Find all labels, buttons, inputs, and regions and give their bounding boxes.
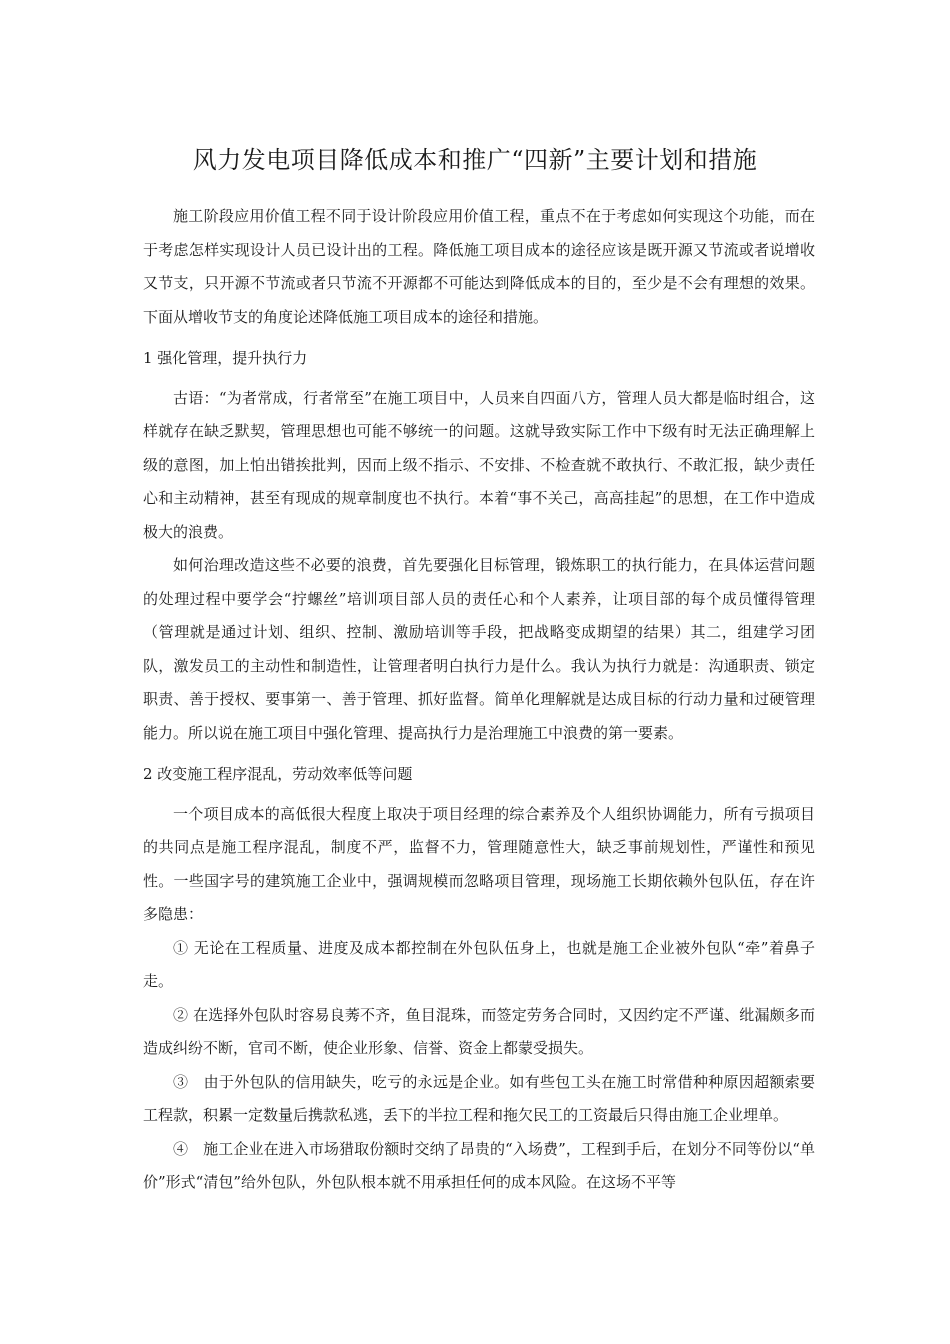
section1-paragraph-2: 如何治理改造这些不必要的浪费，首先要强化目标管理，锻炼职工的执行能力，在具体运营问题的处理过程中要学会“拧螺丝”培训项目部人员的责任心和个人素养，让项目部的每个成员懂得管理（管理就是通过计划、组织、控制、激励培训等手段，把战略变成期望的结果）其二，组建学习团队，激发员工的主动性和制造性，让管理者明白执行力是什么。我认为执行力就是：沟通职责、锁定职责、善于授权、要事第一、善于管理、抓好监督。简单化理解就是达成目标的行动力量和过硬管理能力。所以说在施工项目中强化管理、提高执行力是治理施工中浪费的第一要素。 — [143, 556, 815, 742]
intro-paragraph: 施工阶段应用价值工程不同于设计阶段应用价值工程，重点不在于考虑如何实现这个功能，而在于考虑怎样实现设计人员已设计出的工程。降低施工项目成本的途径应该是既开源又节流或者说增收又节支，只开源不节流或者只节流不开源都不可能达到降低成本的目的，至少是不会有理想的效果。下面从增收节支的角度论述降低施工项目成本的途径和措施。 — [143, 207, 815, 326]
list-item: ② 在选择外包队时容易良莠不齐，鱼目混珠，而签定劳务合同时，又因约定不严谨、纰漏颇多而造成纠纷不断，官司不断，使企业形象、信誉、资金上都蒙受损失。 — [143, 1005, 815, 1057]
section1-paragraph-1: 古语：“为者常成，行者常至”在施工项目中，人员来自四面八方，管理人员大都是临时组合，这样就存在缺乏默契，管理思想也可能不够统一的问题。这就导致实际工作中下级有时无法正确理解上级的意图，加上怕出错挨批判，因而上级不指示、不安排、不检查就不敢执行、不敢汇报，缺少责任心和主动精神，甚至有现成的规章制度也不执行。本着“事不关己，高高挂起”的思想，在工作中造成极大的浪费。 — [143, 388, 815, 541]
list-item: ④ 施工企业在进入市场猎取份额时交纳了昂贵的“入场费”，工程到手后，在划分不同等份以“单价”形式“清包”给外包队，外包队根本就不用承担任何的成本风险。在这场不平等 — [143, 1139, 815, 1191]
document-title: 风力发电项目降低成本和推广“四新”主要计划和措施 — [192, 146, 758, 174]
section-heading-1: 1 强化管理，提升执行力 — [143, 349, 308, 367]
section2-paragraph-1: 一个项目成本的高低很大程度上取决于项目经理的综合素养及个人组织协调能力，所有亏损项目的共同点是施工程序混乱，制度不严，监督不力，管理随意性大，缺乏事前规划性，严谨性和预见性。一些国字号的建筑施工企业中，强调规模而忽略项目管理，现场施工长期依赖外包队伍，存在许多隐患： — [143, 804, 815, 923]
list-item: ① 无论在工程质量、进度及成本都控制在外包队伍身上，也就是施工企业被外包队“牵”着鼻子走。 — [143, 938, 815, 990]
section-heading-2: 2 改变施工程序混乱，劳动效率低等问题 — [143, 765, 413, 783]
list-item: ③ 由于外包队的信用缺失，吃亏的永远是企业。如有些包工头在施工时常借种种原因超额索要工程款，积累一定数量后携款私逃，丢下的半拉工程和拖欠民工的工资最后只得由施工企业埋单。 — [143, 1072, 815, 1124]
document-body — [143, 200, 815, 1200]
